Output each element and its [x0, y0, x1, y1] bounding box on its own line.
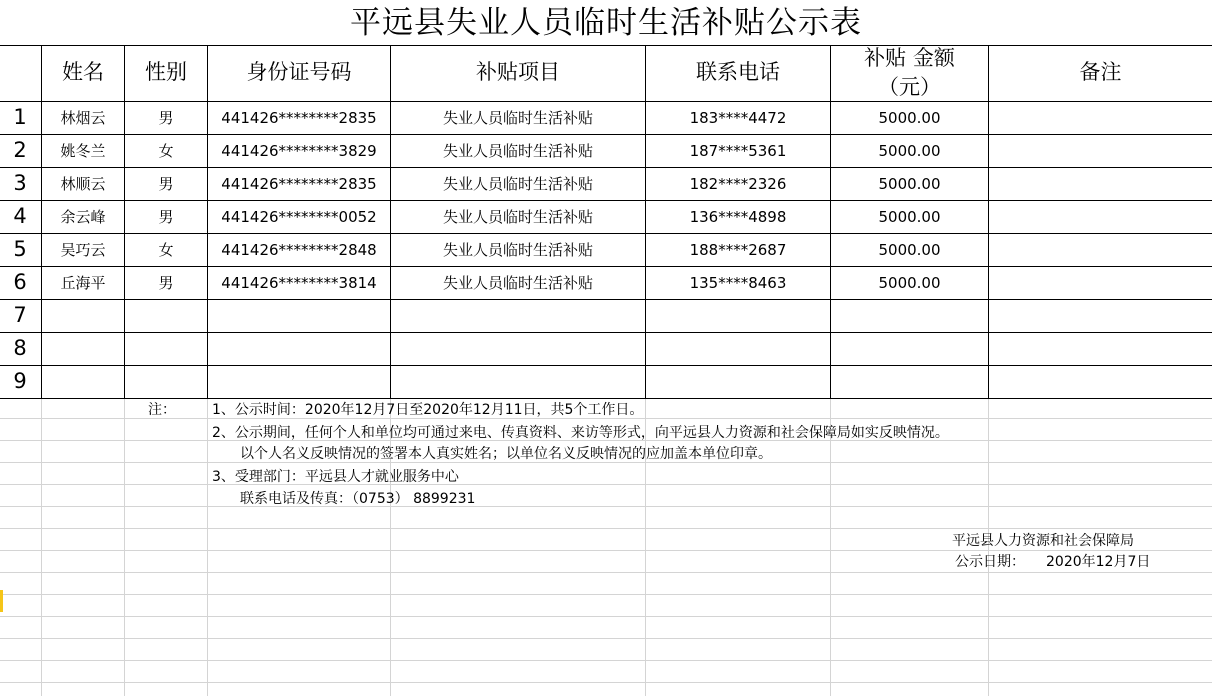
cell-name[interactable]: 余云峰 — [60, 208, 106, 226]
cell-gender[interactable]: 男 — [158, 208, 174, 226]
cell-name[interactable]: 吴巧云 — [60, 241, 106, 259]
note-contact: 联系电话及传真：（0753） 8899231 — [240, 491, 476, 507]
cell-id-number[interactable]: 441426********2835 — [221, 175, 377, 193]
cell-subsidy-item[interactable]: 失业人员临时生活补贴 — [442, 274, 593, 292]
row-number: 4 — [13, 204, 27, 228]
header-name[interactable]: 姓名 — [62, 60, 104, 84]
cell-phone[interactable]: 182****2326 — [689, 175, 787, 193]
notes-label: 注： — [148, 402, 176, 418]
cell-gender[interactable]: 男 — [158, 274, 174, 292]
header-amount-line2[interactable]: （元） — [878, 75, 941, 99]
cell-id-number[interactable]: 441426********3829 — [221, 142, 377, 160]
cell-gender[interactable]: 男 — [158, 109, 174, 127]
cell-subsidy-item[interactable]: 失业人员临时生活补贴 — [442, 142, 593, 160]
row-number: 6 — [13, 270, 27, 294]
cell-phone[interactable]: 188****2687 — [689, 241, 787, 259]
header-remark[interactable]: 备注 — [1079, 60, 1122, 84]
row-number: 7 — [13, 303, 27, 327]
cell-gender[interactable]: 女 — [158, 241, 174, 259]
cell-id-number[interactable]: 441426********0052 — [221, 208, 377, 226]
row-number: 3 — [13, 171, 27, 195]
cell-id-number[interactable]: 441426********2848 — [221, 241, 377, 259]
note-feedback: 2、公示期间，任何个人和单位均可通过来电、传真资料、来访等形式，向平远县人力资源和社会保障局如实反映情况。 — [212, 425, 949, 441]
row-number: 1 — [13, 105, 27, 129]
row-number: 9 — [13, 369, 27, 393]
cell-phone[interactable]: 135****8463 — [689, 274, 787, 292]
cell-name[interactable]: 姚冬兰 — [60, 142, 106, 160]
cell-phone[interactable]: 183****4472 — [689, 109, 787, 127]
cell-amount[interactable]: 5000.00 — [878, 241, 941, 259]
cell-amount[interactable]: 5000.00 — [878, 274, 941, 292]
cell-amount[interactable]: 5000.00 — [878, 142, 941, 160]
cell-gender[interactable]: 男 — [158, 175, 174, 193]
cell-name[interactable]: 林烟云 — [60, 109, 106, 127]
note-department: 3、受理部门：平远县人才就业服务中心 — [212, 469, 459, 485]
note-publicity-period: 1、公示时间：2020年12月7日至2020年12月11日，共5个工作日。 — [212, 402, 644, 418]
row-number: 8 — [13, 336, 27, 360]
footer-date-label: 公示日期： — [955, 554, 1025, 570]
cell-subsidy-item[interactable]: 失业人员临时生活补贴 — [442, 109, 593, 127]
header-id-number[interactable]: 身份证号码 — [246, 60, 352, 84]
cell-amount[interactable]: 5000.00 — [878, 208, 941, 226]
header-subsidy-item[interactable]: 补贴项目 — [476, 60, 560, 84]
cell-name[interactable]: 林顺云 — [60, 175, 106, 193]
cell-amount[interactable]: 5000.00 — [878, 175, 941, 193]
cell-phone[interactable]: 187****5361 — [689, 142, 787, 160]
page-title: 平远县失业人员临时生活补贴公示表 — [350, 5, 862, 41]
note-feedback-detail: 以个人名义反映情况的签署本人真实姓名；以单位名义反映情况的应加盖本单位印章。 — [240, 446, 772, 462]
cell-amount[interactable]: 5000.00 — [878, 109, 941, 127]
header-gender[interactable]: 性别 — [145, 60, 187, 84]
header-amount-line1[interactable]: 补贴 金额 — [864, 46, 955, 70]
cell-id-number[interactable]: 441426********2835 — [221, 109, 377, 127]
cell-subsidy-item[interactable]: 失业人员临时生活补贴 — [442, 241, 593, 259]
cell-id-number[interactable]: 441426********3814 — [221, 274, 377, 292]
row-number: 2 — [13, 138, 27, 162]
header-phone[interactable]: 联系电话 — [696, 60, 780, 84]
footer-organization: 平远县人力资源和社会保障局 — [952, 533, 1134, 549]
row-number: 5 — [13, 237, 27, 261]
row-selection-marker — [0, 590, 3, 612]
cell-subsidy-item[interactable]: 失业人员临时生活补贴 — [442, 175, 593, 193]
cell-gender[interactable]: 女 — [158, 142, 174, 160]
cell-name[interactable]: 丘海平 — [60, 274, 106, 292]
cell-phone[interactable]: 136****4898 — [689, 208, 787, 226]
footer-date-value: 2020年12月7日 — [1046, 554, 1151, 570]
cell-subsidy-item[interactable]: 失业人员临时生活补贴 — [442, 208, 593, 226]
